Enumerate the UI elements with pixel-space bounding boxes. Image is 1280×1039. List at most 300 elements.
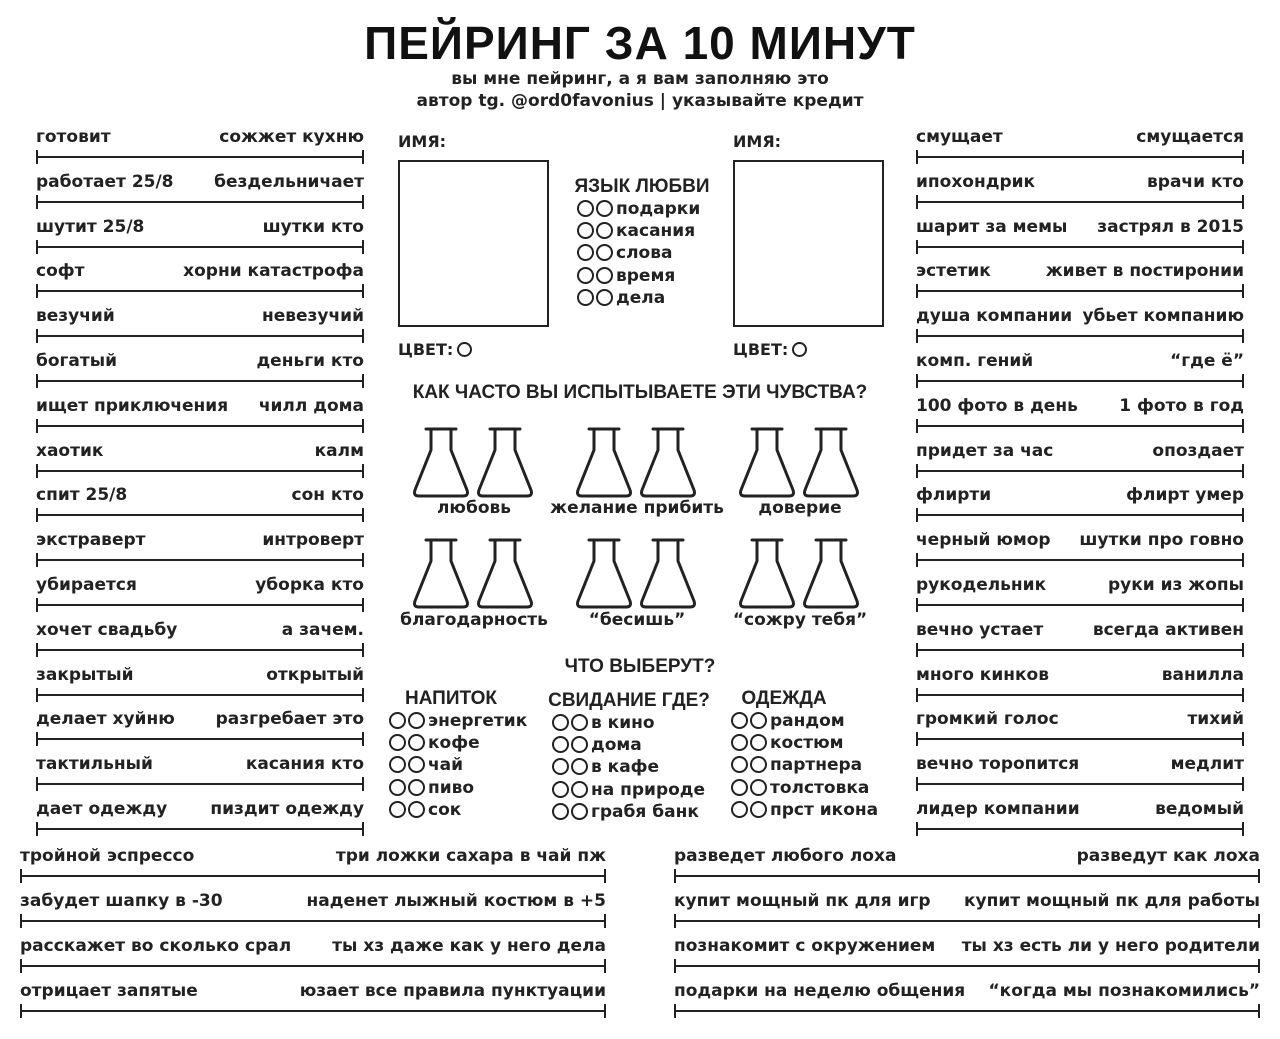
slider-right-label: невезучий — [261, 306, 364, 327]
slider-track[interactable] — [916, 559, 1244, 561]
slider-left-label: громкий голос — [916, 709, 1059, 730]
slider-left-label: подарки на неделю общения — [674, 981, 966, 1001]
checkbox-circle[interactable] — [596, 289, 613, 306]
clothes-option[interactable] — [731, 710, 845, 732]
flask-icon[interactable] — [802, 424, 860, 500]
checkbox-circle[interactable] — [731, 801, 748, 818]
slider-left-label: эстетик — [916, 261, 991, 282]
right-slider[interactable] — [916, 350, 1244, 394]
left-slider[interactable] — [36, 260, 364, 304]
slider-left-label: тройной эспрессо — [20, 846, 195, 866]
option-label: подарки — [616, 199, 701, 219]
option-label: в кафе — [591, 757, 660, 778]
slider-track[interactable] — [36, 470, 364, 472]
option-label: время — [616, 265, 676, 286]
checkbox-circle[interactable] — [750, 712, 767, 729]
clothes-option[interactable] — [731, 777, 869, 799]
slider-end-tick — [1242, 777, 1244, 791]
checkbox-circle[interactable] — [552, 781, 569, 798]
slider-track[interactable] — [916, 425, 1244, 427]
slider-track[interactable] — [20, 965, 606, 967]
slider-right-label: флирт умер — [1126, 485, 1244, 506]
clothes-option[interactable] — [731, 732, 844, 754]
checkbox-circle[interactable] — [596, 200, 613, 217]
left-slider[interactable] — [36, 305, 364, 349]
slider-track[interactable] — [916, 828, 1244, 830]
slider-right-label: три ложки сахара в чай пж — [335, 846, 606, 866]
slider-left-label: душа компании — [916, 306, 1073, 327]
flask-icon[interactable] — [575, 424, 633, 500]
checkbox-circle[interactable] — [408, 756, 425, 773]
left-slider[interactable] — [36, 484, 364, 528]
slider-track[interactable] — [674, 875, 1260, 877]
slider-right-label: разведут как лоха — [1076, 846, 1260, 866]
right-slider[interactable] — [916, 798, 1244, 842]
slider-track[interactable] — [916, 201, 1244, 203]
option-label: костюм — [770, 733, 844, 754]
slider-end-tick — [674, 914, 676, 928]
slider-track[interactable] — [916, 649, 1244, 651]
slider-left-label: дает одежду — [36, 799, 168, 819]
page-title: ПЕЙРИНГ ЗА 10 МИНУТ — [364, 17, 916, 69]
choices-title: ЧТО ВЫБЕРУТ? — [564, 656, 716, 677]
slider-left-label: вечно устает — [916, 619, 1044, 640]
slider-left-label: работает 25/8 — [36, 171, 174, 192]
slider-right-label: “где ё” — [1170, 351, 1244, 371]
left-slider[interactable] — [36, 753, 364, 797]
slider-end-tick — [362, 822, 364, 836]
slider-left-label: лидер компании — [916, 799, 1080, 819]
slider-end-tick — [36, 195, 38, 209]
slider-end-tick — [36, 240, 38, 254]
slider-end-tick — [36, 464, 38, 478]
flask-icon[interactable] — [476, 535, 534, 611]
slider-left-label: готовит — [36, 127, 111, 147]
slider-end-tick — [916, 508, 918, 522]
slider-right-label: всегда активен — [1092, 619, 1244, 640]
checkbox-circle[interactable] — [577, 289, 594, 306]
checkbox-circle[interactable] — [750, 801, 767, 818]
slider-right-label: разгребает это — [215, 709, 364, 730]
checkbox-circle[interactable] — [571, 736, 588, 753]
right-slider[interactable] — [916, 216, 1244, 260]
slider-left-label: придет за час — [916, 440, 1054, 461]
left-slider[interactable] — [36, 350, 364, 394]
slider-right-label: открытый — [266, 664, 364, 685]
slider-track[interactable] — [916, 335, 1244, 337]
left-slider[interactable] — [36, 171, 364, 215]
flask-icon[interactable] — [412, 424, 470, 500]
option-label: слова — [616, 243, 673, 264]
slider-end-tick — [36, 374, 38, 388]
slider-end-tick — [362, 732, 364, 746]
slider-track[interactable] — [916, 380, 1244, 382]
slider-right-label: руки из жопы — [1107, 575, 1244, 595]
color-label-text-2: ЦВЕТ: — [733, 340, 789, 359]
flask-icon[interactable] — [802, 535, 860, 611]
option-label: в кино — [591, 713, 655, 733]
slider-track[interactable] — [20, 1010, 606, 1012]
slider-end-tick — [362, 195, 364, 209]
slider-track[interactable] — [916, 604, 1244, 606]
slider-left-label: шарит за мемы — [916, 216, 1068, 237]
slider-end-tick — [36, 553, 38, 567]
bottom-left-slider[interactable] — [20, 935, 606, 979]
slider-track[interactable] — [916, 738, 1244, 740]
slider-track[interactable] — [36, 828, 364, 830]
slider-right-label: сон кто — [291, 485, 364, 506]
option-label: партнера — [770, 755, 863, 776]
checkbox-circle[interactable] — [577, 267, 594, 284]
slider-right-label: врачи кто — [1147, 171, 1244, 192]
feeling-label: любовь — [436, 498, 512, 518]
date-option[interactable] — [552, 801, 699, 823]
header — [0, 18, 1280, 112]
slider-track[interactable] — [36, 201, 364, 203]
checkbox-circle[interactable] — [731, 712, 748, 729]
slider-track[interactable] — [916, 783, 1244, 785]
slider-right-label: купит мощный пк для работы — [964, 891, 1260, 911]
checkbox-circle[interactable] — [389, 801, 406, 818]
slider-track[interactable] — [674, 1010, 1260, 1012]
checkbox-circle[interactable] — [731, 756, 748, 773]
slider-end-tick — [1242, 553, 1244, 567]
subtitle: вы мне пейринг, а я вам заполняю это — [451, 69, 829, 89]
slider-end-tick — [36, 508, 38, 522]
slider-left-label: флирти — [916, 485, 992, 506]
right-slider[interactable] — [916, 305, 1244, 349]
bottom-right-slider[interactable] — [674, 980, 1260, 1024]
slider-end-tick — [916, 822, 918, 836]
left-slider[interactable] — [36, 440, 364, 484]
slider-end-tick — [604, 1004, 606, 1018]
slider-right-label: сожжет кухню — [219, 127, 364, 147]
checkbox-circle[interactable] — [577, 222, 594, 239]
slider-right-label: а зачем. — [281, 619, 364, 640]
checkbox-circle[interactable] — [571, 803, 588, 820]
slider-track[interactable] — [36, 380, 364, 382]
slider-end-tick — [1242, 598, 1244, 612]
slider-track[interactable] — [916, 514, 1244, 516]
checkbox-circle[interactable] — [408, 734, 425, 751]
color-label-1 — [398, 340, 472, 359]
color-label-2 — [733, 340, 807, 359]
option-label: дома — [591, 735, 642, 756]
love-language-option[interactable] — [577, 265, 675, 287]
slider-end-tick — [1242, 464, 1244, 478]
slider-left-label: комп. гений — [916, 351, 1034, 371]
slider-end-tick — [1242, 329, 1244, 343]
checkbox-circle[interactable] — [389, 734, 406, 751]
slider-right-label: медлит — [1170, 754, 1244, 775]
slider-right-label: калм — [314, 440, 364, 461]
slider-right-label: смущается — [1136, 127, 1244, 147]
slider-end-tick — [916, 643, 918, 657]
slider-track[interactable] — [36, 246, 364, 248]
clothes-option[interactable] — [731, 754, 862, 776]
slider-end-tick — [674, 959, 676, 973]
checkbox-circle[interactable] — [552, 803, 569, 820]
slider-right-label: “когда мы познакомились” — [988, 981, 1260, 1001]
slider-left-label: везучий — [36, 306, 115, 327]
checkbox-circle[interactable] — [408, 801, 425, 818]
option-label: грабя банк — [591, 801, 699, 822]
name-label-2: ИМЯ: — [733, 132, 782, 151]
love-language-option[interactable] — [577, 242, 672, 264]
checkbox-circle[interactable] — [596, 267, 613, 284]
slider-track[interactable] — [916, 156, 1244, 158]
feeling-label: доверие — [758, 498, 842, 518]
drink-option[interactable] — [389, 732, 480, 754]
slider-end-tick — [362, 419, 364, 433]
slider-track[interactable] — [36, 290, 364, 292]
slider-track[interactable] — [36, 156, 364, 158]
slider-end-tick — [36, 329, 38, 343]
date-option[interactable] — [552, 756, 659, 778]
checkbox-circle[interactable] — [552, 736, 569, 753]
slider-end-tick — [1242, 688, 1244, 702]
slider-left-label: рукодельник — [916, 575, 1047, 595]
slider-end-tick — [916, 150, 918, 164]
feeling-label: благодарность — [400, 610, 548, 630]
right-slider[interactable] — [916, 753, 1244, 797]
love-language-option[interactable] — [577, 220, 695, 242]
date-option[interactable] — [552, 712, 655, 734]
slider-left-label: закрытый — [36, 664, 134, 685]
love-language-title: ЯЗЫК ЛЮБВИ — [574, 176, 710, 197]
slider-end-tick — [36, 822, 38, 836]
slider-end-tick — [604, 959, 606, 973]
bottom-right-slider[interactable] — [674, 935, 1260, 979]
bottom-left-slider[interactable] — [20, 890, 606, 934]
left-slider[interactable] — [36, 126, 364, 170]
slider-end-tick — [1242, 374, 1244, 388]
right-slider[interactable] — [916, 529, 1244, 573]
slider-end-tick — [362, 464, 364, 478]
slider-end-tick — [362, 284, 364, 298]
slider-right-label: опоздает — [1152, 440, 1244, 461]
left-slider[interactable] — [36, 798, 364, 842]
slider-right-label: убьет компанию — [1082, 306, 1244, 327]
slider-left-label: вечно торопится — [916, 754, 1080, 775]
checkbox-circle[interactable] — [389, 779, 406, 796]
checkbox-circle[interactable] — [750, 734, 767, 751]
slider-end-tick — [916, 553, 918, 567]
checkbox-circle[interactable] — [596, 222, 613, 239]
slider-end-tick — [1242, 643, 1244, 657]
checkbox-circle[interactable] — [389, 712, 406, 729]
slider-left-label: отрицает запятые — [20, 981, 198, 1001]
left-slider[interactable] — [36, 529, 364, 573]
color-circle-1[interactable] — [457, 342, 472, 357]
date-title: СВИДАНИЕ ГДЕ? — [548, 690, 710, 711]
flask-icon[interactable] — [476, 424, 534, 500]
flask-icon[interactable] — [412, 535, 470, 611]
flask-icon[interactable] — [639, 424, 697, 500]
slider-right-label: уборка кто — [255, 575, 364, 595]
slider-track[interactable] — [916, 290, 1244, 292]
slider-end-tick — [362, 508, 364, 522]
option-label: энергетик — [428, 711, 528, 731]
slider-end-tick — [20, 914, 22, 928]
love-language-option[interactable] — [577, 198, 700, 220]
slider-end-tick — [362, 688, 364, 702]
slider-right-label: тихий — [1187, 709, 1244, 730]
slider-right-label: юзает все правила пунктуации — [299, 981, 606, 1001]
slider-end-tick — [674, 1004, 676, 1018]
slider-right-label: касания кто — [245, 754, 364, 775]
right-slider[interactable] — [916, 440, 1244, 484]
option-label: пиво — [428, 777, 475, 798]
bottom-right-slider[interactable] — [674, 890, 1260, 934]
checkbox-circle[interactable] — [571, 781, 588, 798]
slider-track[interactable] — [36, 783, 364, 785]
slider-track[interactable] — [36, 738, 364, 740]
drink-option[interactable] — [389, 799, 461, 821]
slider-track[interactable] — [674, 920, 1260, 922]
slider-end-tick — [362, 150, 364, 164]
slider-end-tick — [604, 869, 606, 883]
left-slider[interactable] — [36, 619, 364, 663]
slider-end-tick — [1242, 732, 1244, 746]
slider-end-tick — [604, 914, 606, 928]
slider-end-tick — [916, 329, 918, 343]
love-language-option[interactable] — [577, 287, 665, 309]
date-option[interactable] — [552, 734, 642, 756]
left-slider[interactable] — [36, 664, 364, 708]
slider-left-label: разведет любого лоха — [674, 846, 897, 866]
right-slider[interactable] — [916, 574, 1244, 618]
slider-track[interactable] — [916, 246, 1244, 248]
slider-track[interactable] — [20, 875, 606, 877]
checkbox-circle[interactable] — [571, 714, 588, 731]
slider-right-label: застрял в 2015 — [1097, 216, 1244, 237]
left-slider[interactable] — [36, 395, 364, 439]
slider-end-tick — [362, 553, 364, 567]
checkbox-circle[interactable] — [750, 779, 767, 796]
slider-left-label: спит 25/8 — [36, 485, 128, 506]
slider-track[interactable] — [36, 335, 364, 337]
left-slider[interactable] — [36, 574, 364, 618]
checkbox-circle[interactable] — [577, 244, 594, 261]
right-slider[interactable] — [916, 126, 1244, 170]
checkbox-circle[interactable] — [389, 756, 406, 773]
drink-option[interactable] — [389, 754, 463, 776]
slider-track[interactable] — [674, 965, 1260, 967]
photo-box-2[interactable] — [733, 160, 884, 327]
color-label-text-1: ЦВЕТ: — [398, 340, 454, 359]
drink-option[interactable] — [389, 710, 527, 732]
slider-end-tick — [674, 869, 676, 883]
right-slider[interactable] — [916, 664, 1244, 708]
slider-right-label: живет в постиронии — [1045, 261, 1244, 282]
checkbox-circle[interactable] — [571, 758, 588, 775]
flask-icon[interactable] — [738, 535, 796, 611]
slider-right-label: деньги кто — [256, 351, 364, 371]
slider-right-label: интроверт — [262, 530, 364, 551]
slider-end-tick — [1242, 150, 1244, 164]
slider-end-tick — [36, 643, 38, 657]
left-slider[interactable] — [36, 216, 364, 260]
right-slider[interactable] — [916, 484, 1244, 528]
slider-track[interactable] — [36, 559, 364, 561]
slider-track[interactable] — [916, 470, 1244, 472]
drink-option[interactable] — [389, 777, 474, 799]
slider-track[interactable] — [36, 604, 364, 606]
flask-icon[interactable] — [639, 535, 697, 611]
right-slider[interactable] — [916, 171, 1244, 215]
slider-track[interactable] — [20, 920, 606, 922]
slider-right-label: чилл дома — [258, 395, 364, 416]
slider-left-label: убирается — [36, 575, 137, 595]
slider-track[interactable] — [36, 514, 364, 516]
bottom-right-slider[interactable] — [674, 845, 1260, 889]
right-slider[interactable] — [916, 708, 1244, 752]
checkbox-circle[interactable] — [731, 779, 748, 796]
slider-right-label: ведомый — [1155, 799, 1244, 819]
option-label: чай — [428, 755, 464, 776]
slider-track[interactable] — [36, 425, 364, 427]
slider-end-tick — [36, 284, 38, 298]
photo-box-1[interactable] — [398, 160, 549, 327]
slider-track[interactable] — [36, 694, 364, 696]
slider-track[interactable] — [916, 694, 1244, 696]
slider-end-tick — [1242, 284, 1244, 298]
slider-end-tick — [362, 598, 364, 612]
option-label: касания — [616, 221, 696, 242]
checkbox-circle[interactable] — [408, 779, 425, 796]
slider-end-tick — [916, 284, 918, 298]
flask-icon[interactable] — [575, 535, 633, 611]
option-label: дела — [616, 287, 666, 308]
slider-end-tick — [1242, 419, 1244, 433]
checkbox-circle[interactable] — [596, 244, 613, 261]
flask-icon[interactable] — [738, 424, 796, 500]
right-slider[interactable] — [916, 395, 1244, 439]
slider-end-tick — [1258, 959, 1260, 973]
slider-end-tick — [916, 777, 918, 791]
slider-left-label: шутит 25/8 — [36, 216, 145, 237]
clothes-option[interactable] — [731, 799, 878, 821]
right-slider[interactable] — [916, 619, 1244, 663]
color-circle-2[interactable] — [792, 342, 807, 357]
checkbox-circle[interactable] — [552, 758, 569, 775]
slider-end-tick — [20, 1004, 22, 1018]
slider-track[interactable] — [36, 649, 364, 651]
feelings-title: КАК ЧАСТО ВЫ ИСПЫТЫВАЕТЕ ЭТИ ЧУВСТВА? — [412, 382, 868, 403]
bottom-left-slider[interactable] — [20, 980, 606, 1024]
slider-end-tick — [916, 732, 918, 746]
checkbox-circle[interactable] — [750, 756, 767, 773]
author-credit: автор tg. @ord0favonius | указывайте кредит — [416, 91, 864, 111]
slider-end-tick — [362, 777, 364, 791]
date-option[interactable] — [552, 779, 705, 801]
slider-right-label: ты хз даже как у него дела — [332, 936, 606, 956]
feeling-label: “бесишь” — [588, 610, 686, 630]
left-slider[interactable] — [36, 708, 364, 752]
bottom-left-slider[interactable] — [20, 845, 606, 889]
checkbox-circle[interactable] — [408, 712, 425, 729]
checkbox-circle[interactable] — [577, 200, 594, 217]
slider-end-tick — [1242, 508, 1244, 522]
right-slider[interactable] — [916, 260, 1244, 304]
checkbox-circle[interactable] — [731, 734, 748, 751]
clothes-title: ОДЕЖДА — [741, 688, 827, 709]
slider-end-tick — [36, 419, 38, 433]
slider-left-label: забудет шапку в -30 — [20, 891, 223, 911]
slider-end-tick — [1242, 822, 1244, 836]
checkbox-circle[interactable] — [552, 714, 569, 731]
